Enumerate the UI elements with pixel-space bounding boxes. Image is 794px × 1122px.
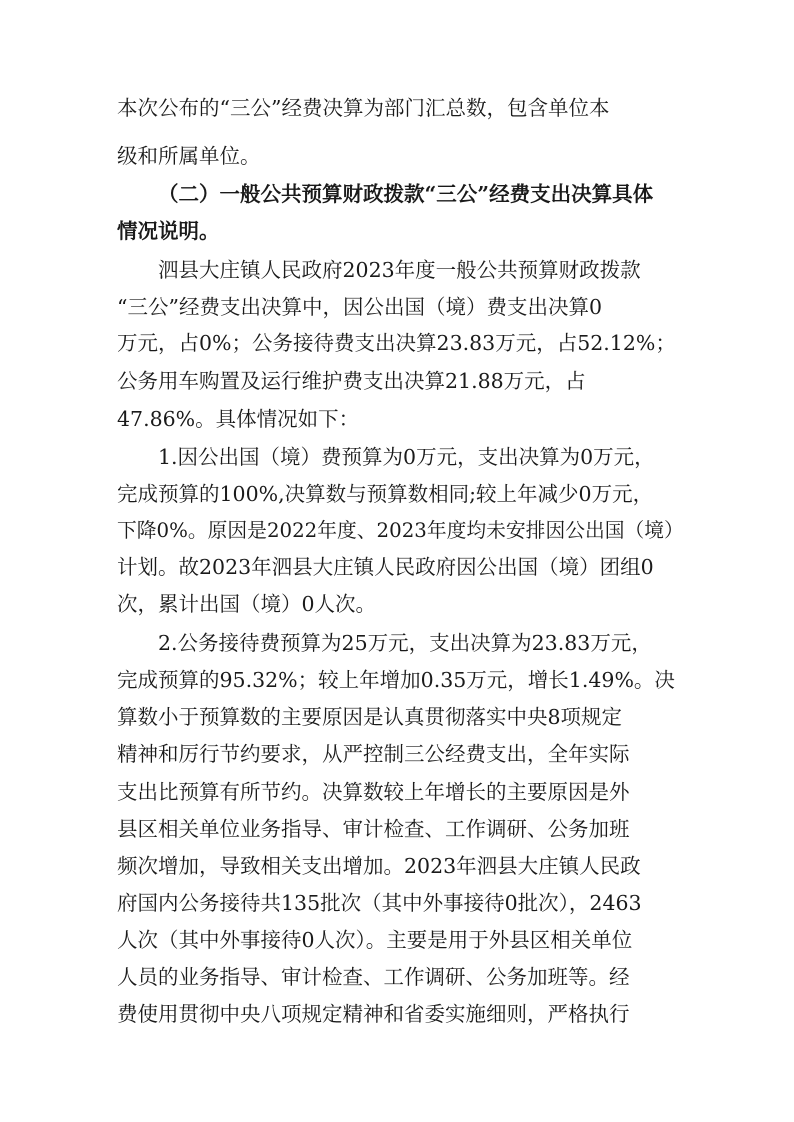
body-text-line: 算数小于预算数的主要原因是认真贯彻落实中央8项规定 [117,705,623,729]
body-text-line: 府国内公务接待共135批次（其中外事接待0批次），2463 [117,891,642,915]
body-text-line: 下降0%。原因是2022年度、2023年度均未安排因公出国（境） [117,519,684,542]
body-text-line: 本次公布的“三公”经费决算为部门汇总数，包含单位本 [117,96,610,120]
body-text-line: 1.因公出国（境）费预算为0万元，支出决算为0万元， [158,445,655,469]
section-heading-line: （二）一般公共预算财政拨款“三公”经费支出决算具体 [158,182,654,206]
body-text-line: 泗县大庄镇人民政府2023年度一般公共预算财政拨款 [158,258,641,282]
body-text-line: 人员的业务指导、审计检查、工作调研、公务加班等。经 [117,965,630,989]
body-text-line: 费使用贯彻中央八项规定精神和省委实施细则，严格执行 [117,1002,630,1026]
body-text-line: 次，累计出国（境）0人次。 [117,592,377,616]
body-text-line: 47.86%。具体情况如下： [117,407,360,431]
body-text-line: 频次增加，导致相关支出增加。2023年泗县大庄镇人民政 [117,854,641,878]
body-text-line: 精神和厉行节约要求，从严控制三公经费支出，全年实际 [117,742,630,766]
body-text-line: 完成预算的95.32%；较上年增加0.35万元，增长1.49%。决 [117,668,675,692]
body-text-line: 2.公务接待费预算为25万元，支出决算为23.83万元， [158,631,652,655]
body-text-line: 计划。故2023年泗县大庄镇人民政府因公出国（境）团组0 [117,555,654,579]
body-text-line: 人次（其中外事接待0人次）。主要是用于外县区相关单位 [117,928,633,952]
body-text-line: 公务用车购置及运行维护费支出决算21.88万元，占 [117,369,586,393]
body-text-line: 支出比预算有所节约。决算数较上年增长的主要原因是外 [117,780,630,804]
body-text-line: 完成预算的100%,决算数与预算数相同;较上年减少0万元， [117,482,654,506]
body-text-line: 县区相关单位业务指导、审计检查、工作调研、公务加班 [117,817,630,841]
body-text-line: “三公”经费支出决算中，因公出国（境）费支出决算0 [117,295,603,319]
body-text-line: 万元，占0%；公务接待费支出决算23.83万元，占52.12%； [117,331,676,355]
body-text-line: 级和所属单位。 [117,144,261,168]
section-heading-line: 情况说明。 [117,219,220,243]
